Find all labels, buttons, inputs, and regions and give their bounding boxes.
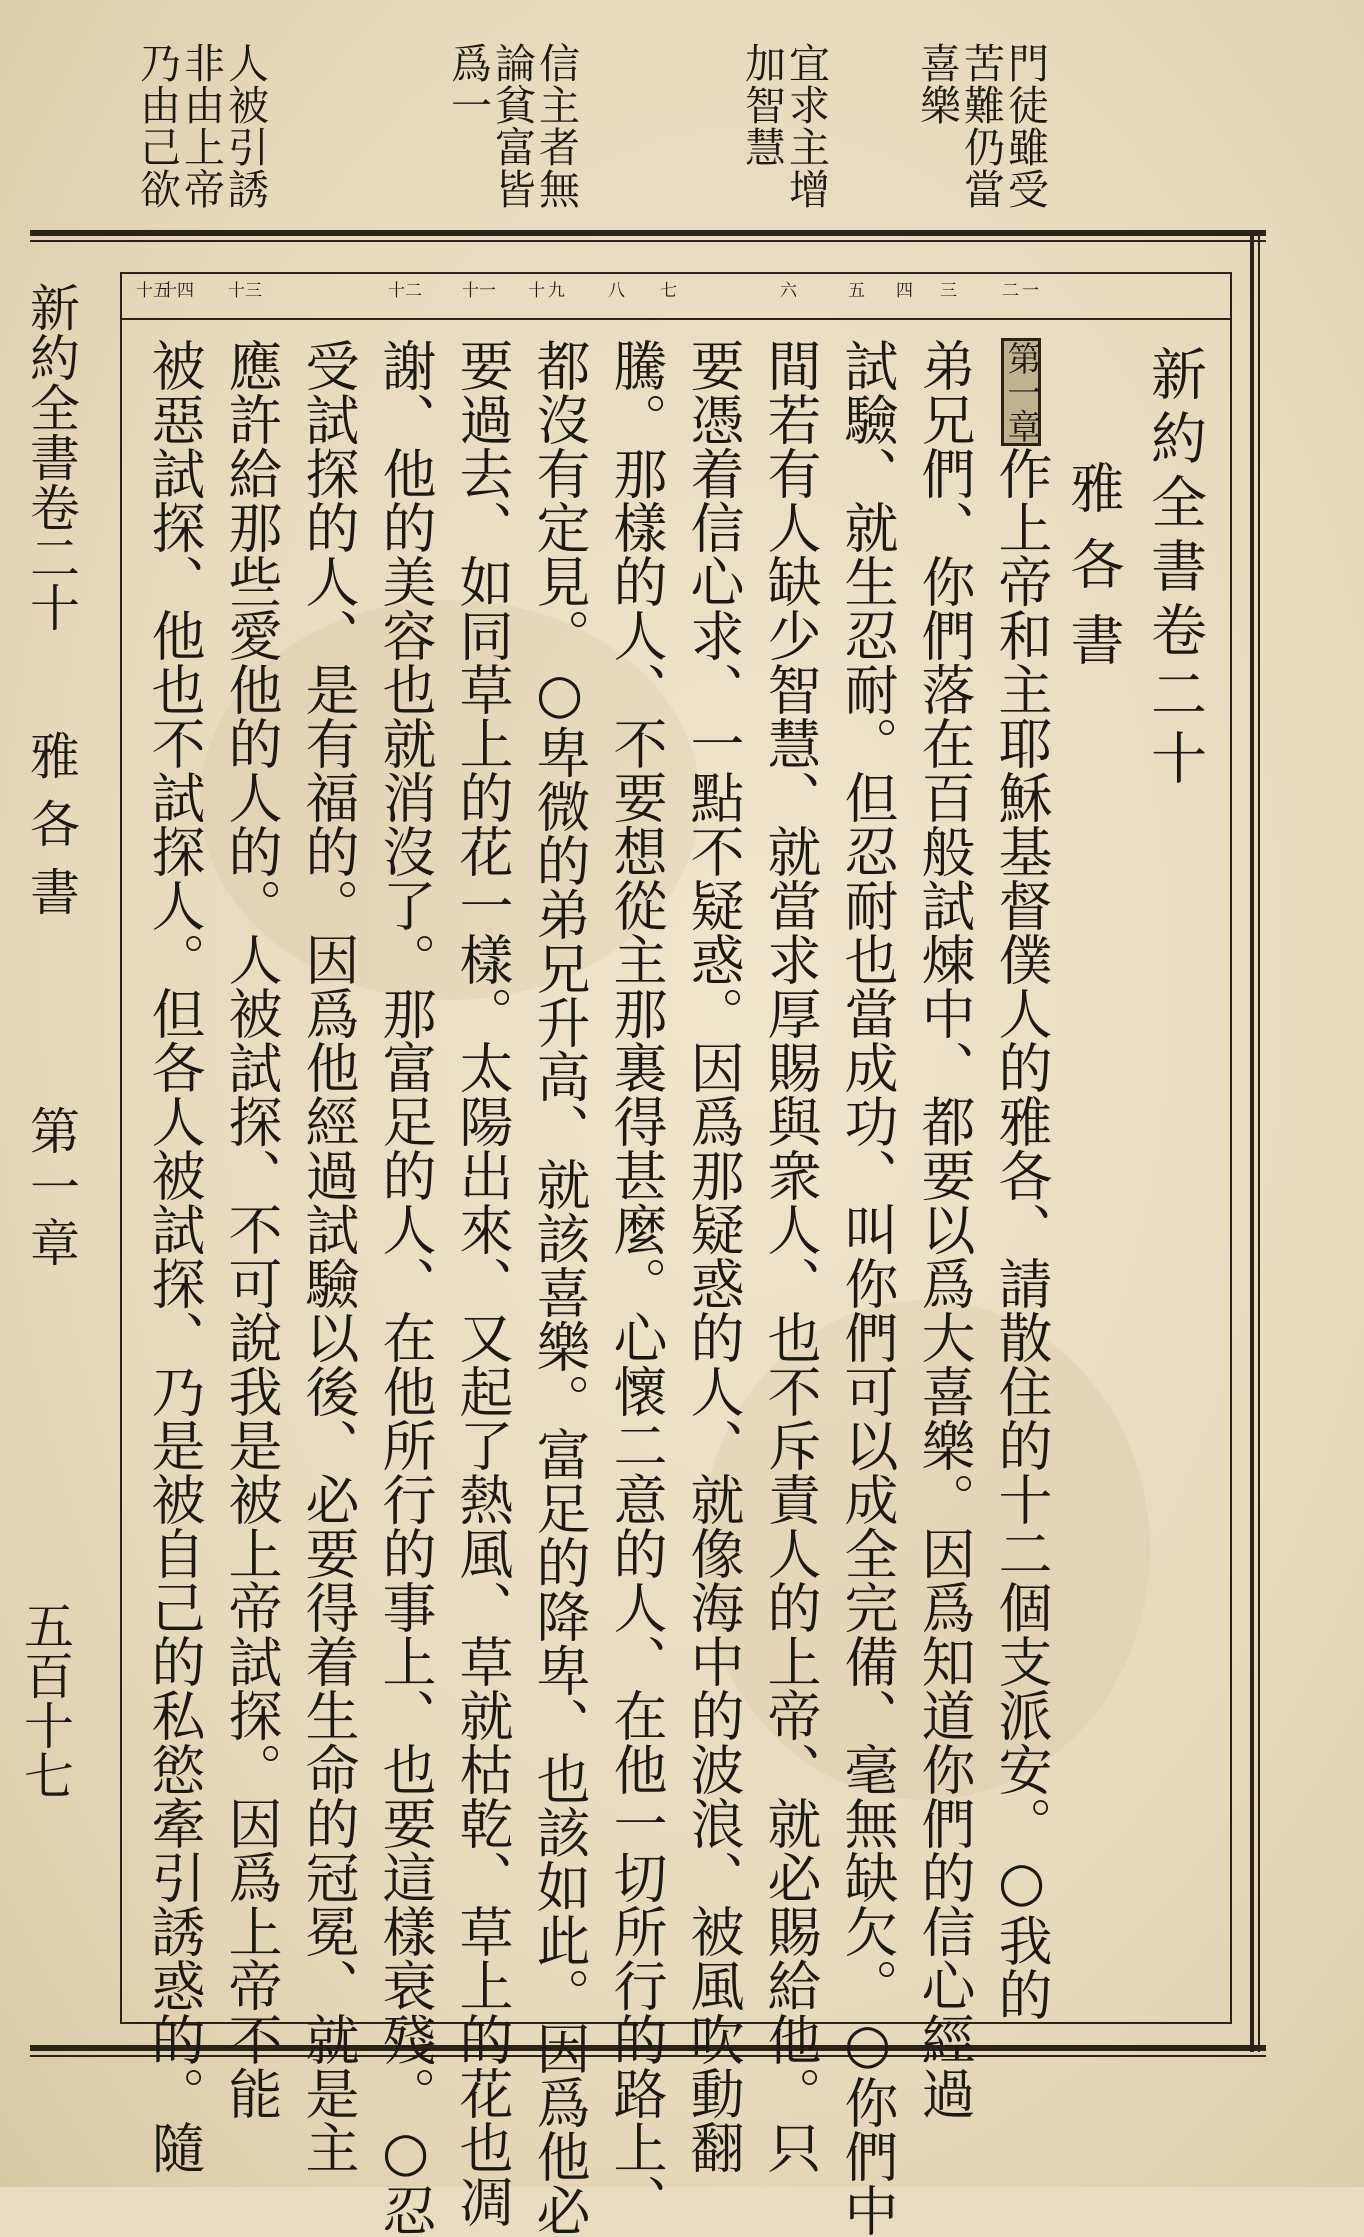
verse-number: 八: [608, 281, 625, 301]
volume-title: 新約全書卷二十: [1142, 345, 1207, 793]
text-column: 弟兄們、你們落在百般試煉中、都要以爲大喜樂。因爲知道你們的信心經過: [913, 338, 976, 2120]
running-head-book: 雅各書: [22, 730, 80, 934]
margin-note-line: 宜求主增: [782, 42, 830, 210]
verse-number: 十四: [160, 281, 194, 301]
text-column: 試驗、就生忍耐。但忍耐也當成功、叫你們可以成全完備、毫無缺欠。○你們中: [836, 338, 899, 2237]
verse-number: 七: [660, 281, 677, 301]
verse-number: 四: [896, 281, 913, 301]
verse-number-rule: [120, 318, 1232, 320]
text-column: 要憑着信心求、一點不疑惑。因爲那疑惑的人、就像海中的波浪、被風吹動翻: [682, 338, 745, 2174]
margin-note-line: 門徒雖受: [1001, 42, 1049, 210]
text-column: 應許給那些愛他的人的。人被試探、不可說我是被上帝試探。因爲上帝不能: [220, 338, 283, 2120]
text-column: 都沒有定見。○卑微的弟兄升高、就該喜樂。富足的降卑、也該如此。因爲他必: [528, 338, 591, 2237]
margin-note-line: 苦難仍當: [957, 42, 1005, 210]
text-column: [990, 338, 1053, 2021]
text-line: 作上帝和主耶穌基督僕人的雅各、請散住的十二個支派安。○我的: [990, 446, 1053, 2021]
frame-rule: [30, 240, 1266, 242]
verse-number: 二: [1002, 281, 1019, 301]
text-column: 要過去、如同草上的花一樣。太陽出來、又起了熱風、草就枯乾、草上的花也凋: [451, 338, 514, 2228]
running-head-volume: 新約全書卷二十: [22, 282, 80, 632]
margin-note-line: 人被引誘: [221, 42, 269, 210]
text-column: 謝、他的美容也就消沒了。那富足的人、在他所行的事上、也要這樣衰殘。○忍: [374, 338, 437, 2237]
page-number: 五百十七: [16, 1600, 74, 1800]
text-column: 受試探的人、是有福的。因爲他經過試驗以後、必要得着生命的冠冕、就是主: [297, 338, 360, 2174]
frame-rule: [1258, 236, 1260, 2052]
text-column: 間若有人缺少智慧、就當求厚賜與衆人、也不斥責人的上帝、就必賜給他。只: [759, 338, 822, 2174]
verse-number: 三: [940, 281, 957, 301]
margin-note-line: 論貧富皆: [488, 42, 536, 210]
book-title: 雅各書: [1062, 460, 1125, 688]
frame-rule: [1250, 236, 1254, 2052]
verse-number: 十二: [388, 281, 422, 301]
margin-note-line: 非由上帝: [177, 42, 225, 210]
verse-number: 一: [1022, 281, 1039, 301]
verse-number: 九: [548, 281, 565, 301]
margin-note-line: 加智慧: [738, 42, 786, 168]
chapter-heading: 第一章: [1001, 338, 1041, 446]
verse-number: 十三: [228, 281, 262, 301]
margin-note-line: 爲一: [444, 42, 492, 126]
text-column: 騰。那樣的人、不要想從主那裏得甚麼。心懷二意的人、在他一切所行的路上、: [605, 338, 668, 2228]
margin-note-line: 喜樂: [913, 42, 961, 126]
text-column: 被惡試探、他也不試探人。但各人被試探、乃是被自己的私慾牽引誘惑的。隨: [143, 338, 206, 2174]
verse-number: 六: [780, 281, 797, 301]
margin-note-line: 信主者無: [532, 42, 580, 210]
frame-rule: [30, 230, 1266, 236]
verse-number: 五: [848, 281, 865, 301]
verse-number: 十: [528, 281, 545, 301]
verse-number: 十一: [462, 281, 496, 301]
verse-number: 十五: [136, 281, 170, 301]
margin-note-line: 乃由己欲: [133, 42, 181, 210]
running-head-chapter: 第一章: [22, 1105, 80, 1273]
